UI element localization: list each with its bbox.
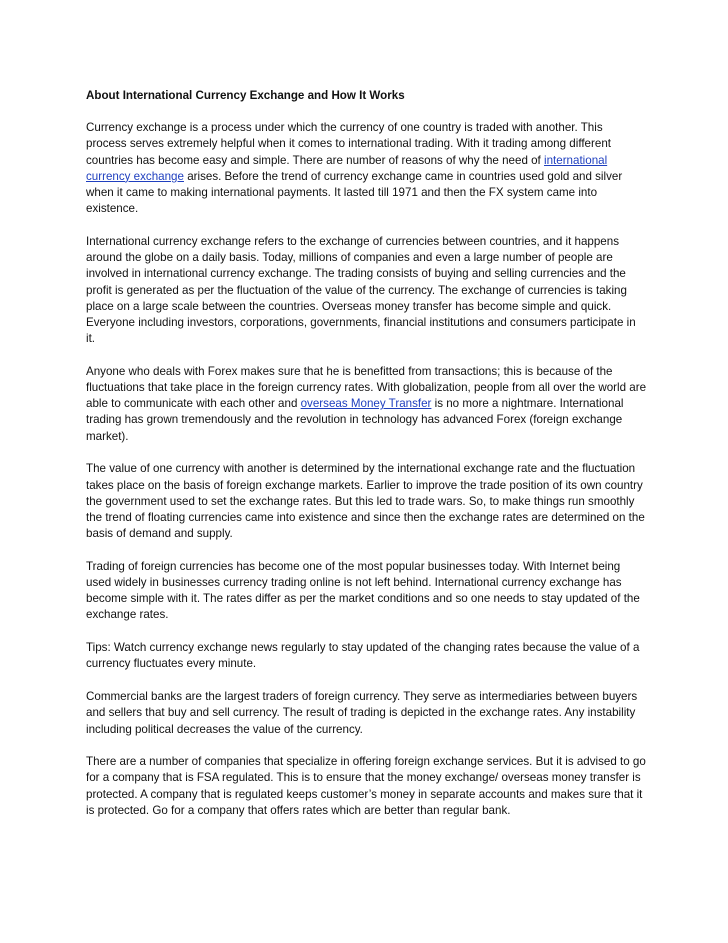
paragraph-1 <box>86 120 646 217</box>
document-page <box>86 88 646 836</box>
paragraph-1-text-b: arises. Before the trend of currency exchange came in countries used gold and silver when it came to making international payments. It lasted till 1971 and then the FX system came into existence. <box>86 169 623 216</box>
paragraph-5: Trading of foreign currencies has become one of the most popular businesses today. With Internet being used widely in businesses currency trading online is not left behind. International currency exchange has become simple with it. The rates differ as per the market conditions and so one needs to stay updated of the exchange rates. <box>86 559 640 622</box>
paragraph-6-tips: Tips: Watch currency exchange news regularly to stay updated of the changing rates because the value of a currency fluctuates every minute. <box>86 641 640 671</box>
paragraph-7: Commercial banks are the largest traders of foreign currency. They serve as intermediaries between buyers and sellers that buy and sell currency. The result of trading is depicted in the exchange rates. Any instability including political decreases the value of the currency. <box>86 690 638 736</box>
overseas-money-transfer-link[interactable]: overseas Money Transfer <box>300 397 432 411</box>
paragraph-1-text-a: Currency exchange is a process under which the currency of one country is traded with another. This process serves extremely helpful when it comes to international trading. With it trading among different countries has become easy and simple. There are number of reasons of why the need of <box>86 121 611 167</box>
paragraph-3-text-a: Anyone who deals with Forex makes sure that he is benefitted from transactions; this is because of the fluctuations that take place in the foreign currency rates. With globalization, people from all over the world are able to communicate with each other and <box>86 364 647 411</box>
paragraph-3 <box>86 364 646 445</box>
paragraph-2: International currency exchange refers to the exchange of currencies between countries, and it happens around the globe on a daily basis. Today, millions of companies and even a large number of people are involved in international currency exchange. The trading consists of buying and selling currencies and the profit is generated as per the fluctuation of the value of the currency. The exchange of currencies is taking place on a large scale between the countries. Overseas money transfer has become simple and quick. Everyone including investors, corporations, governments, financial institutions and consumers participate in it. <box>86 234 636 346</box>
document-title: About International Currency Exchange and How It Works <box>86 89 405 102</box>
paragraph-3-text-b: is no more a nightmare. International trading has grown tremendously and the revolution in technology has advanced Forex (foreign exchange market). <box>86 397 624 443</box>
paragraph-8: There are a number of companies that specialize in offering foreign exchange services. But it is advised to go for a company that is FSA regulated. This is to ensure that the money exchange/ overseas money transfer is protected. A company that is regulated keeps customer’s money in separate accounts and makes sure that it is protected. Go for a company that offers rates which are better than regular bank. <box>86 755 646 817</box>
international-currency-exchange-link[interactable]: international currency exchange <box>86 153 608 183</box>
paragraph-4: The value of one currency with another is determined by the international exchange rate and the fluctuation takes place on the basis of foreign exchange markets. Earlier to improve the trade position of its own country the government used to set the exchange rates. But this led to trade wars. So, to make things run smoothly the trend of floating currencies came into existence and since then the exchange rates are determined on the basis of demand and supply. <box>86 462 645 541</box>
